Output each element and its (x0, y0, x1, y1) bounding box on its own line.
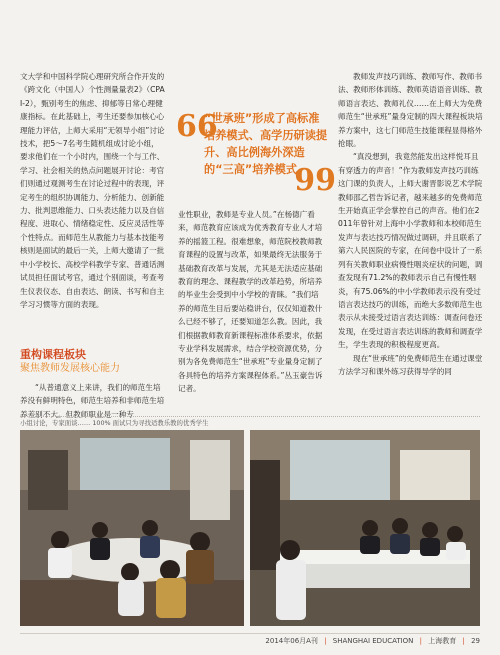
article-paragraph: “从普通意义上来讲，我们的师范生培养没有鲜明特色，师范生培养和非师范生培养差别不大。但教师职业是一种专 (20, 383, 165, 419)
pull-quote (176, 109, 336, 198)
footer-separator: | (462, 637, 465, 645)
section-subtitle: 聚焦教师发展核心能力 (20, 363, 120, 374)
article-paragraph: 教师发声技巧训练、教师写作、教师书法、教师形体训练、教师英语语音训练、教师语言表达、教师礼仪……在上师大为免费师范生“世承班”量身定制的四大课程板块培养方案中，这七门师范生技能课程显得格外抢眼。 (338, 72, 483, 149)
pull-quote-text: “世承班”形成了高标准培养模式、高学历研读提升、高比例海外深造的“三高”培养模式。 (204, 112, 328, 176)
photo-caption: 小组讨论，专家面谈…… 100% 面试只为寻找适教乐教的优秀学生 (20, 416, 480, 429)
article-column-1 (20, 70, 166, 311)
issue-date: 2014年06月A刊 (265, 637, 318, 645)
article-paragraph: 文大学和中国科学院心理研究所合作开发的《跨文化（中国人）个性测量量表2》（CPAI-2），甄别考生的焦虑、抑郁等日常心理健康指标。在此基础上，考生还要参加核心心理能力评估，上师大采用“无领导小组”讨论技术，把5～7名考生随机组成讨论小组，要求他们在一个小时内，围绕一个与工作、学习、社会相关的热点问题展开讨论：考官们则通过观测考生在讨论过程中的表现，评定考生的组织协调能力、分析能力、创新能力、批判思维能力、口头表达能力以及自信程度、进取心、情绪稳定性、反应灵活性等个性特点。而师范生从教能力与基本技能考核则是面试的最后一关，上师大邀请了一批中小学校长、高校学科教学专家、普通话测试员担任面试考官，通过个别面谈，考查考生仪表仪态、自由表达、朗读、书写和自主学习习惯等方面的表现。 (20, 72, 165, 309)
article-paragraph: 现在“世承班”的免费师范生在通过课堂方法学习和课外练习获得导学的同 (338, 353, 483, 376)
magazine-name-cn: 上海教育 (428, 637, 457, 645)
article-column-2 (178, 208, 324, 396)
photo-expert-interview (250, 430, 480, 626)
magazine-name-en: SHANGHAI EDUCATION (332, 637, 414, 645)
article-column-3 (338, 70, 484, 378)
open-quote-icon: 66 (176, 109, 218, 144)
photo-group-discussion-illustration (20, 430, 244, 626)
photo-expert-interview-illustration (250, 430, 480, 626)
photo-group-discussion (20, 430, 244, 626)
page-number: 29 (471, 637, 480, 645)
page-footer (20, 633, 480, 648)
close-quote-icon: 99 (294, 163, 336, 198)
section-heading (20, 348, 170, 376)
footer-separator: | (324, 637, 327, 645)
section-title: 重构课程板块 (20, 348, 86, 361)
footer-separator: | (419, 637, 423, 645)
article-paragraph: “真没想到，我竟然能发出这样悦耳且有穿透力的声音！”作为教师发声技巧训练这门课的负责人，上师大谢晋影说艺术学院教师邵乙哲告诉记者，越来越多的免费师范生开始真正学会掌控自己的声音。他们在2011年曾针对上海中小学教师和本校师范生发声与表达技巧情况做过调研，并且联系了第六人民医院的专家，在问卷中设计了一系列有关教师职业病慢性咽炎症状的问题，调查发现有71.2%的教师表示自己有慢性咽炎，有75.06%的中小学教师表示没有受过语言表达技巧的训练，而绝大多数师范生也表示从未接受过语言表达训练：调查问卷还发现，在受过语言表达训练的教师和调查学生，学生表现的积极程度更高。 (338, 152, 483, 350)
article-paragraph: 业性职业，教师是专业人员。”在杨德广看来，师范教育应该成为优秀教育专业人才培养的摇篮工程。很难想象，师范院校教师教育课程的设置与改革，如果最终无法服务于基础教育改革与发展，尤其是无法适应基础教育的理念、课程教学的改革趋势，所培养的毕业生会受到中小学校的青睐。“我们培养的师范生目后要站稳讲台，仅仅知道教什么已经不够了，还要知道怎么教。因此，我们根据教师教育新课程标准体系要求，依据专业学科发展需求，结合学校资源优势，分别为各免费师范生“世承班”专业量身定制了各具特色的培养方案课程体系。”丛玉豪告诉记者。 (178, 210, 323, 394)
